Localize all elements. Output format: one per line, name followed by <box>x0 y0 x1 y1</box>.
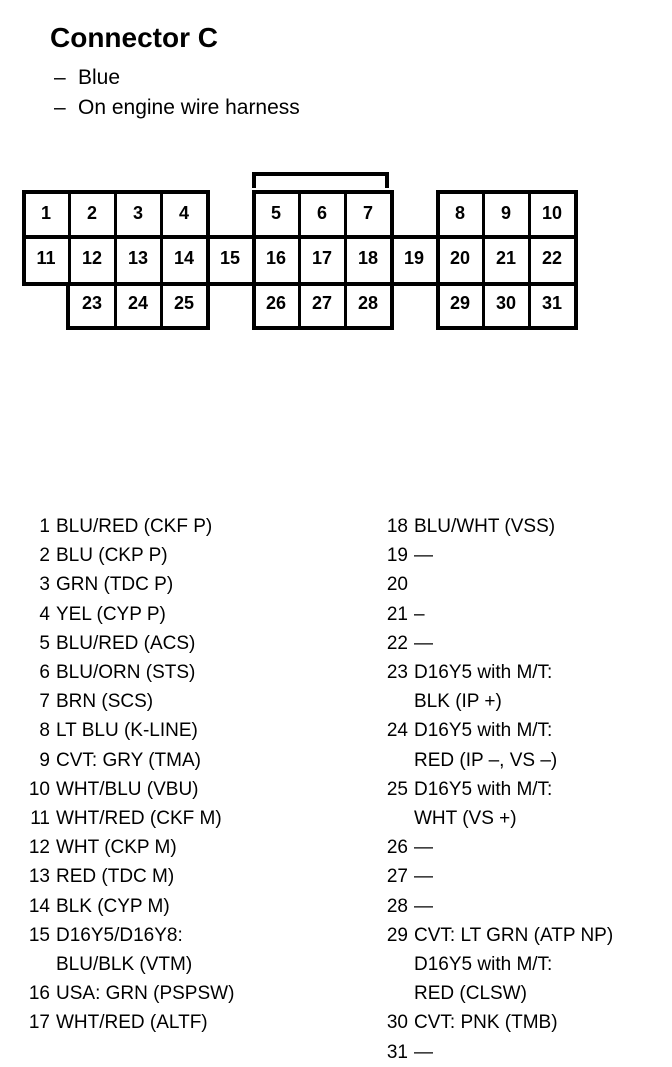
pin-15: 15 <box>219 247 241 268</box>
pin-description: BRN (SCS) <box>56 691 154 713</box>
pin-description: D16Y5/D16Y8: <box>56 924 183 946</box>
dash: – <box>54 66 66 89</box>
pin-description: BLU/RED (ACS) <box>56 632 196 654</box>
pin-12: 12 <box>81 247 103 268</box>
pin-list-item <box>356 1008 613 1037</box>
pin-number: 17 <box>28 1012 50 1034</box>
pin-list-item <box>356 658 613 687</box>
pin-list-item <box>22 746 234 775</box>
pin-description: BLU/WHT (VSS) <box>414 516 556 537</box>
pin-18: 18 <box>357 247 379 268</box>
pin-description: YEL (CYP P) <box>56 603 166 625</box>
pin-description: D16Y5 with M/T: <box>414 720 553 742</box>
pin-number <box>356 687 408 716</box>
pin-number: 22 <box>386 632 408 654</box>
pin-description: CVT: GRY (TMA) <box>56 749 201 771</box>
pin-number: 4 <box>39 603 50 625</box>
pin-description: LT BLU (K-LINE) <box>56 720 198 742</box>
pin-30: 30 <box>495 292 517 313</box>
pin-number: 20 <box>386 574 408 596</box>
page-title: Connector C <box>50 22 218 53</box>
subtitle-color <box>54 66 120 90</box>
pin-11: 11 <box>36 247 56 268</box>
pin-list-item <box>22 1008 234 1037</box>
pin-number <box>356 950 408 979</box>
pin-list-item <box>356 862 613 891</box>
pin-list-item <box>22 862 234 891</box>
subtitle-location <box>54 96 300 120</box>
pin-29: 29 <box>449 292 471 313</box>
pin-number: 13 <box>28 866 50 888</box>
pin-23: 23 <box>81 292 103 313</box>
pin-list-item <box>22 921 234 950</box>
pin-number: 7 <box>39 691 50 713</box>
pin-description: D16Y5 with M/T: <box>414 954 553 976</box>
pin-25: 25 <box>173 292 195 313</box>
pin-list-item <box>356 541 613 570</box>
pin-list-item <box>356 716 613 745</box>
pin-list-item-continuation <box>356 746 613 775</box>
pin-list-item <box>22 629 234 658</box>
pin-16: 16 <box>265 247 287 268</box>
pin-description: D16Y5 with M/T: <box>414 778 553 800</box>
pin-list-item <box>22 658 234 687</box>
pin-28: 28 <box>357 292 379 313</box>
pin-number: 16 <box>28 983 50 1005</box>
pin-13: 13 <box>127 247 149 268</box>
pin-number: 14 <box>28 895 50 917</box>
pin-description: BLU/ORN (STS) <box>56 662 196 684</box>
pin-description: — <box>414 545 433 567</box>
pin-description: WHT (VS +) <box>414 808 517 830</box>
pin-description: CVT: PNK (TMB) <box>414 1012 558 1034</box>
pin-description: — <box>414 866 433 888</box>
pin-description: D16Y5 with M/T: <box>414 662 553 684</box>
pin-description: BLU (CKP P) <box>56 545 168 567</box>
pin-27: 27 <box>311 292 333 313</box>
pin-number: 27 <box>386 866 408 888</box>
pin-number: 28 <box>386 895 408 917</box>
pin-26: 26 <box>265 292 287 313</box>
subtitle-text: Blue <box>78 66 121 89</box>
pin-description: — <box>414 895 433 917</box>
pin-list-item <box>22 687 234 716</box>
pin-number: 2 <box>39 545 50 567</box>
pin-number: 21 <box>386 603 408 625</box>
pin-number: 8 <box>39 720 50 742</box>
pin-21: 21 <box>495 247 517 268</box>
pin-list-item <box>356 570 613 599</box>
pin-number: 19 <box>386 545 408 567</box>
pin-list-item <box>22 570 234 599</box>
pin-list-left <box>22 512 234 1038</box>
pin-list-item-continuation <box>356 687 613 716</box>
pin-list-item <box>22 512 234 541</box>
pin-7: 7 <box>362 202 373 223</box>
pin-description: RED (CLSW) <box>414 983 527 1005</box>
pin-description: WHT/RED (ALTF) <box>56 1012 208 1034</box>
pin-10: 10 <box>541 202 563 223</box>
pin-list-right <box>356 512 613 1067</box>
pin-9: 9 <box>500 202 511 223</box>
pin-description: — <box>414 1041 433 1063</box>
pin-24: 24 <box>127 292 149 313</box>
pin-6: 6 <box>316 202 327 223</box>
pin-number: 26 <box>386 837 408 859</box>
pin-19: 19 <box>403 247 425 268</box>
pin-list-item-continuation <box>356 804 613 833</box>
pin-number <box>356 746 408 775</box>
pin-description: BLU/BLK (VTM) <box>56 954 193 976</box>
pin-description: WHT/RED (CKF M) <box>56 808 222 830</box>
pin-list-item <box>22 892 234 921</box>
pin-description: RED (TDC M) <box>56 866 175 888</box>
pin-description: BLK (CYP M) <box>56 895 170 917</box>
pin-17: 17 <box>311 247 333 268</box>
pin-description: BLU/RED (CKF P) <box>56 516 213 537</box>
pin-list-item <box>356 1038 613 1067</box>
pin-number <box>356 979 408 1008</box>
pin-number: 6 <box>39 662 50 684</box>
pin-list-item <box>22 541 234 570</box>
pin-description: USA: GRN (PSPSW) <box>56 983 235 1005</box>
pin-number: 3 <box>39 574 50 596</box>
pin-number: 25 <box>386 778 408 800</box>
pin-list-item <box>356 512 613 541</box>
pin-number: 12 <box>28 837 50 859</box>
pin-description: — <box>414 837 433 859</box>
connector-lock-tab <box>252 172 389 188</box>
pin-number: 31 <box>386 1041 408 1063</box>
pin-20: 20 <box>449 247 471 268</box>
pin-list-item <box>22 716 234 745</box>
pin-description: CVT: LT GRN (ATP NP) <box>414 924 614 946</box>
pin-list-item <box>22 775 234 804</box>
pin-description: – <box>414 603 425 625</box>
pin-list-item <box>356 833 613 862</box>
pin-list-item <box>22 804 234 833</box>
pin-description: RED (IP –, VS –) <box>414 749 558 771</box>
pin-list-item <box>356 629 613 658</box>
pin-number: 15 <box>28 924 50 946</box>
pin-list-item <box>22 833 234 862</box>
pin-number <box>356 804 408 833</box>
pin-list-item <box>356 892 613 921</box>
pin-2: 2 <box>86 202 97 223</box>
pin-description: WHT/BLU (VBU) <box>56 778 199 800</box>
pin-number <box>22 950 50 979</box>
pin-1: 1 <box>40 202 51 223</box>
dash: – <box>54 96 66 119</box>
subtitle-text: On engine wire harness <box>78 96 300 119</box>
pin-number: 9 <box>39 749 50 771</box>
pin-22: 22 <box>541 247 563 268</box>
pin-description: — <box>414 632 433 654</box>
pin-description: GRN (TDC P) <box>56 574 174 596</box>
pin-list-item <box>356 600 613 629</box>
pin-number: 23 <box>386 662 408 684</box>
pin-14: 14 <box>173 247 195 268</box>
pin-list-item <box>22 979 234 1008</box>
pin-list-item-continuation <box>356 950 613 979</box>
pin-description: BLK (IP +) <box>414 691 502 713</box>
pin-list-item <box>356 921 613 950</box>
pin-8: 8 <box>454 202 465 223</box>
pin-list-item-continuation <box>356 979 613 1008</box>
pin-description: WHT (CKP M) <box>56 837 177 859</box>
pin-list-item <box>22 600 234 629</box>
pin-number: 24 <box>386 720 408 742</box>
pin-number: 18 <box>386 516 408 537</box>
pin-list-item <box>356 775 613 804</box>
pin-4: 4 <box>178 202 189 223</box>
pin-31: 31 <box>541 292 563 313</box>
pin-number: 5 <box>39 632 50 654</box>
pin-number: 10 <box>28 778 50 800</box>
pin-number: 29 <box>386 924 408 946</box>
pin-number: 11 <box>30 808 50 830</box>
pin-description <box>408 570 414 599</box>
pin-5: 5 <box>270 202 281 223</box>
pin-number: 1 <box>39 516 50 537</box>
connector-gap <box>18 286 66 334</box>
pin-list-item-continuation <box>22 950 234 979</box>
pin-3: 3 <box>132 202 143 223</box>
pin-number: 30 <box>386 1012 408 1034</box>
